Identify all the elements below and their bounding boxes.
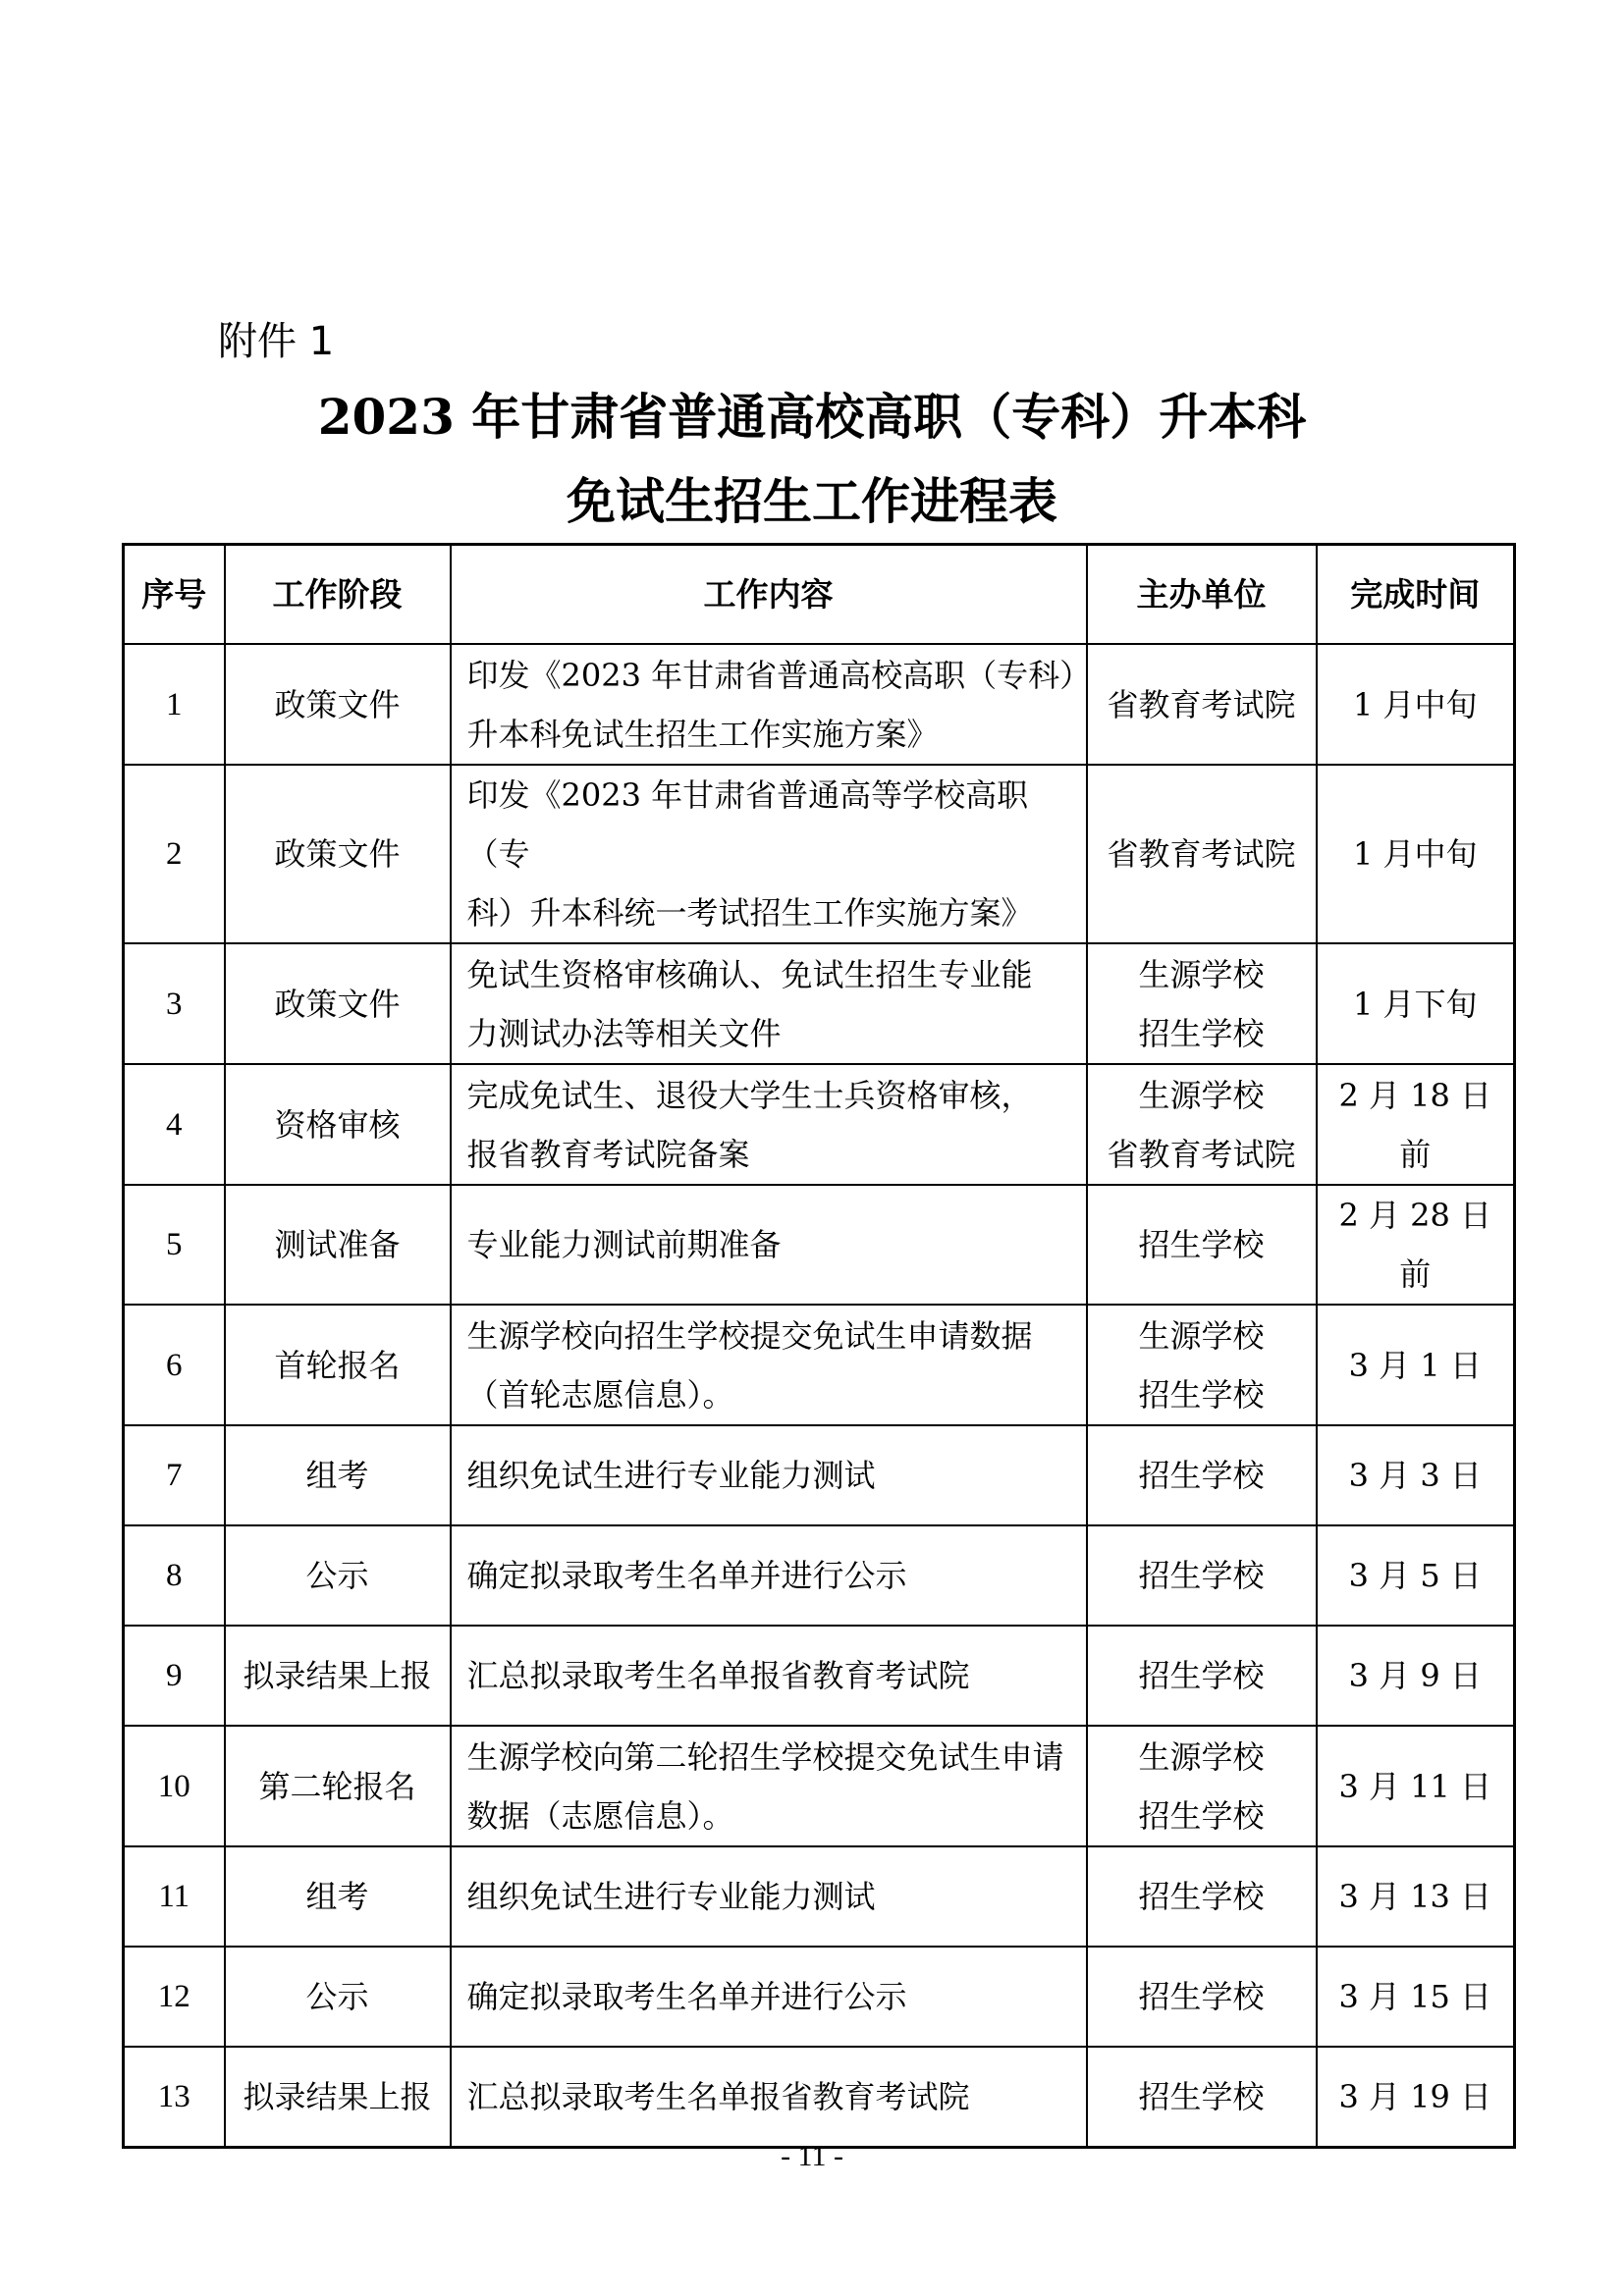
content-line: （首轮志愿信息）。: [466, 1375, 734, 1414]
document-title-line-1: 2023 年甘肃省普通高校高职（专科）升本科: [317, 388, 1307, 446]
cell-deadline: 3 月 11 日: [1317, 1726, 1515, 1846]
content-line: 报省教育考试院备案: [466, 1135, 750, 1173]
table-row: [124, 765, 1515, 943]
cell-content: [451, 1525, 1087, 1626]
organizer-line: 生源学校: [1138, 1737, 1265, 1776]
table-row: [124, 1305, 1515, 1425]
cell-stage: 拟录结果上报: [225, 2047, 451, 2148]
content-line: 力测试办法等相关文件: [466, 1014, 782, 1052]
organizer-line: 招生学校: [1138, 1878, 1265, 1915]
cell-content: [451, 1726, 1087, 1846]
cell-content: [451, 765, 1087, 943]
content-line: 数据（志愿信息）。: [466, 1796, 734, 1835]
cell-organizer: [1087, 1947, 1317, 2047]
table-row: [124, 644, 1515, 765]
cell-serial: 12: [124, 1947, 225, 2047]
table-row: [124, 1525, 1515, 1626]
content-line: 汇总拟录取考生名单报省教育考试院: [466, 1657, 970, 1694]
cell-stage: 拟录结果上报: [225, 1626, 451, 1726]
cell-stage: 政策文件: [225, 943, 451, 1064]
header-organizer: 主办单位: [1087, 545, 1317, 645]
table-row: [124, 1185, 1515, 1305]
cell-deadline: 1 月中旬: [1317, 644, 1515, 765]
cell-content: [451, 1185, 1087, 1305]
cell-content: [451, 1947, 1087, 2047]
organizer-line: 生源学校: [1138, 955, 1265, 993]
schedule-table: [122, 543, 1516, 2149]
cell-stage: 组考: [225, 1425, 451, 1525]
cell-organizer: [1087, 765, 1317, 943]
organizer-line: 招生学校: [1138, 1978, 1265, 2015]
cell-content: [451, 1425, 1087, 1525]
cell-deadline: 3 月 15 日: [1317, 1947, 1515, 2047]
cell-stage: 组考: [225, 1846, 451, 1947]
page-number: - 11 -: [781, 2140, 843, 2172]
content-line: 汇总拟录取考生名单报省教育考试院: [466, 2078, 970, 2115]
cell-organizer: [1087, 1626, 1317, 1726]
cell-organizer: [1087, 943, 1317, 1064]
table-row: [124, 1947, 1515, 2047]
cell-serial: 8: [124, 1525, 225, 1626]
content-line: 确定拟录取考生名单并进行公示: [466, 1557, 907, 1594]
cell-stage: 政策文件: [225, 644, 451, 765]
header-content: 工作内容: [451, 545, 1087, 645]
cell-organizer: [1087, 1305, 1317, 1425]
cell-deadline: 1 月中旬: [1317, 765, 1515, 943]
organizer-line: 省教育考试院: [1107, 835, 1296, 873]
cell-stage: 公示: [225, 1525, 451, 1626]
cell-content: [451, 1626, 1087, 1726]
cell-stage: 首轮报名: [225, 1305, 451, 1425]
table-row: [124, 1626, 1515, 1726]
cell-content: [451, 943, 1087, 1064]
cell-deadline: 2 月 18 日前: [1317, 1064, 1515, 1185]
cell-organizer: [1087, 1726, 1317, 1846]
cell-content: [451, 1305, 1087, 1425]
cell-deadline: 2 月 28 日前: [1317, 1185, 1515, 1305]
content-line: 升本科免试生招生工作实施方案》: [466, 715, 939, 753]
cell-serial: 6: [124, 1305, 225, 1425]
organizer-line: 招生学校: [1138, 1796, 1265, 1835]
cell-deadline: 1 月下旬: [1317, 943, 1515, 1064]
header-serial: 序号: [124, 545, 225, 645]
content-line: 科）升本科统一考试招生工作实施方案》: [466, 894, 1033, 932]
cell-serial: 2: [124, 765, 225, 943]
cell-serial: 11: [124, 1846, 225, 1947]
organizer-line: 招生学校: [1138, 1226, 1265, 1263]
content-line: 免试生资格审核确认、免试生招生专业能: [466, 955, 1033, 993]
content-line: 完成免试生、退役大学生士兵资格审核，: [466, 1076, 1033, 1114]
header-deadline: 完成时间: [1317, 545, 1515, 645]
content-line: 专业能力测试前期准备: [466, 1226, 782, 1263]
cell-serial: 7: [124, 1425, 225, 1525]
table-row: [124, 943, 1515, 1064]
cell-content: [451, 644, 1092, 765]
cell-content: [451, 2047, 1087, 2148]
cell-serial: 3: [124, 943, 225, 1064]
cell-serial: 5: [124, 1185, 225, 1305]
document-title-line-2: 免试生招生工作进程表: [567, 472, 1057, 530]
schedule-table-body: [124, 644, 1515, 2148]
cell-deadline: 3 月 5 日: [1317, 1525, 1515, 1626]
cell-stage: 公示: [225, 1947, 451, 2047]
cell-deadline: 3 月 3 日: [1317, 1425, 1515, 1525]
attachment-label: 附件 1: [218, 319, 335, 364]
table-row: [124, 1726, 1515, 1846]
table-row: [124, 1846, 1515, 1947]
content-line: 印发《2023 年甘肃省普通高校高职（专科）: [466, 656, 1092, 694]
table-header-row: [124, 545, 1515, 645]
cell-organizer: [1087, 1425, 1317, 1525]
cell-deadline: 3 月 13 日: [1317, 1846, 1515, 1947]
cell-deadline: 3 月 19 日: [1317, 2047, 1515, 2148]
cell-organizer: [1087, 644, 1317, 765]
cell-stage: 测试准备: [225, 1185, 451, 1305]
cell-deadline: 3 月 9 日: [1317, 1626, 1515, 1726]
header-stage: 工作阶段: [225, 545, 451, 645]
content-line: 组织免试生进行专业能力测试: [466, 1457, 876, 1494]
content-line: 印发《2023 年甘肃省普通高等学校高职（专: [466, 776, 1029, 873]
cell-organizer: [1087, 1064, 1317, 1185]
cell-stage: 第二轮报名: [225, 1726, 451, 1846]
cell-deadline: 3 月 1 日: [1317, 1305, 1515, 1425]
organizer-line: 生源学校: [1138, 1076, 1265, 1114]
table-row: [124, 1064, 1515, 1185]
organizer-line: 招生学校: [1138, 1657, 1265, 1694]
cell-serial: 1: [124, 644, 225, 765]
cell-serial: 10: [124, 1726, 225, 1846]
cell-stage: 资格审核: [225, 1064, 451, 1185]
table-row: [124, 2047, 1515, 2148]
cell-organizer: [1087, 2047, 1317, 2148]
content-line: 生源学校向招生学校提交免试生申请数据: [466, 1316, 1033, 1355]
content-line: 生源学校向第二轮招生学校提交免试生申请: [466, 1737, 1064, 1776]
table-row: [124, 1425, 1515, 1525]
organizer-line: 招生学校: [1138, 1457, 1265, 1494]
cell-organizer: [1087, 1846, 1317, 1947]
organizer-line: 招生学校: [1138, 1557, 1265, 1594]
organizer-line: 招生学校: [1138, 2078, 1265, 2115]
cell-content: [451, 1846, 1087, 1947]
organizer-line: 省教育考试院: [1107, 1135, 1296, 1173]
cell-content: [451, 1064, 1087, 1185]
cell-organizer: [1087, 1525, 1317, 1626]
content-line: 确定拟录取考生名单并进行公示: [466, 1978, 907, 2015]
organizer-line: 生源学校: [1138, 1316, 1265, 1355]
organizer-line: 省教育考试院: [1107, 685, 1296, 723]
content-line: 组织免试生进行专业能力测试: [466, 1878, 876, 1915]
cell-serial: 4: [124, 1064, 225, 1185]
organizer-line: 招生学校: [1138, 1014, 1265, 1052]
cell-stage: 政策文件: [225, 765, 451, 943]
cell-serial: 13: [124, 2047, 225, 2148]
cell-organizer: [1087, 1185, 1317, 1305]
organizer-line: 招生学校: [1138, 1375, 1265, 1414]
cell-serial: 9: [124, 1626, 225, 1726]
